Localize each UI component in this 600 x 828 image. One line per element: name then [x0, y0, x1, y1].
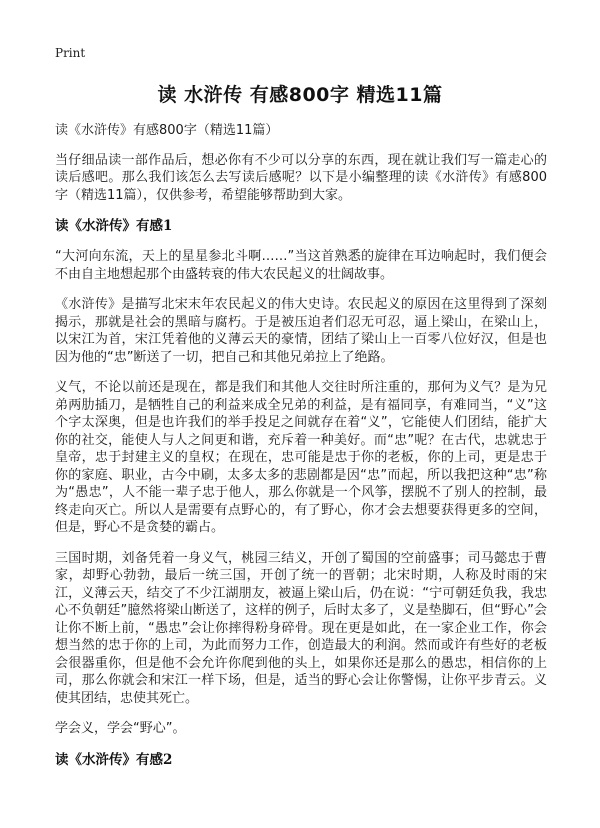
article-subtitle: 读《水浒传》有感800字（精选11篇） — [55, 123, 279, 138]
section-1-paragraph-1: “大河向东流，天上的星星参北斗啊……”当这首熟悉的旋律在耳边响起时，我们便会不由自主地想起那个由盛转衰的伟大农民起义的壮阔故事。 — [55, 249, 547, 282]
section-1-paragraph-3: 义气，不论以前还是现在，都是我们和其他人交往时所注重的，那何为义气？是为兄弟两肋插刀，是牺牲自己的利益来成全兄弟的利益，是有福同享，有难同当，“义”这个字太深奥，但是也许我们的举手投足之间就存在着“义”，它能使人们团结，能扩大你的社交，能使人与人之间更和谐，充斥着一种美好。而“忠”呢？在古代，忠就忠于皇帝，忠于封建主义的皇权；在现在，忠可能是忠于你的老板，你的上司，更是忠于你的家庭、职业，古今中刷，太多太多的悲剧都是因“忠”而起，所以我把这种“忠”称为“愚忠”，人不能一辈子忠于他人，那么你就是一个风筝，摆脱不了别人的控制，最终走向灭亡。所以人是需要有点野心的，有了野心，你才会去想要获得更多的空间，但是，野心不是贪婪的霸占。 — [55, 380, 547, 535]
page-title: 读 水浒传 有感800字 精选11篇 — [157, 84, 443, 106]
intro-paragraph: 当仔细品读一部作品后，想必你有不少可以分享的东西，现在就让我们写一篇走心的读后感吧。那么我们该怎么去写读后感呢？以下是小编整理的读《水浒传》有感800字（精选11篇），仅供参考，希望能够帮助到大家。 — [55, 152, 547, 203]
section-1-paragraph-4: 三国时期，刘备凭着一身义气，桃园三结义，开创了蜀国的空前盛事；司马懿忠于曹家，却野心勃勃，最后一统三国，开创了统一的晋朝；北宋时期，人称及时雨的宋江，义薄云天，结交了不少江湖朋友，被逼上梁山后，仍在说：“宁可朝廷负我，我忠心不负朝廷”臆然将梁山断送了，这样的例子，后时太多了，义是垫脚石，但“野心”会让你不断上前，“愚忠”会让你摔得粉身碎骨。现在更是如此，在一家企业工作，你会想当然的忠于你的上司，为此而努力工作，创造最大的利润。然而或许有些好的老板会很器重你，但是他不会允许你爬到他的头上，如果你还是那么的愚忠，相信你的上司，那么你就会和宋江一样下场，但是，适当的野心会让你警惕，让你平步青云。义使其团结，忠使其死亡。 — [55, 550, 547, 706]
section-1-paragraph-5: 学会义，学会“野心”。 — [55, 721, 186, 736]
section-heading-1: 读《水浒传》有感1 — [55, 218, 173, 234]
print-link[interactable]: Print — [55, 46, 86, 60]
section-1-paragraph-2: 《水浒传》是描写北宋末年农民起义的伟大史诗。农民起义的原因在这里得到了深刻揭示，那就是社会的黑暗与腐朽。于是被压迫者们忍无可忍，逼上梁山，在梁山上，以宋江为首，宋江凭着他的义薄云天的豪情，团结了梁山上一百零八位好汉，但是也因为他的“忠”断送了一切，把自己和其他兄弟拉上了绝路。 — [55, 297, 547, 365]
article-body — [55, 122, 547, 782]
section-heading-2: 读《水浒传》有感2 — [55, 751, 173, 768]
